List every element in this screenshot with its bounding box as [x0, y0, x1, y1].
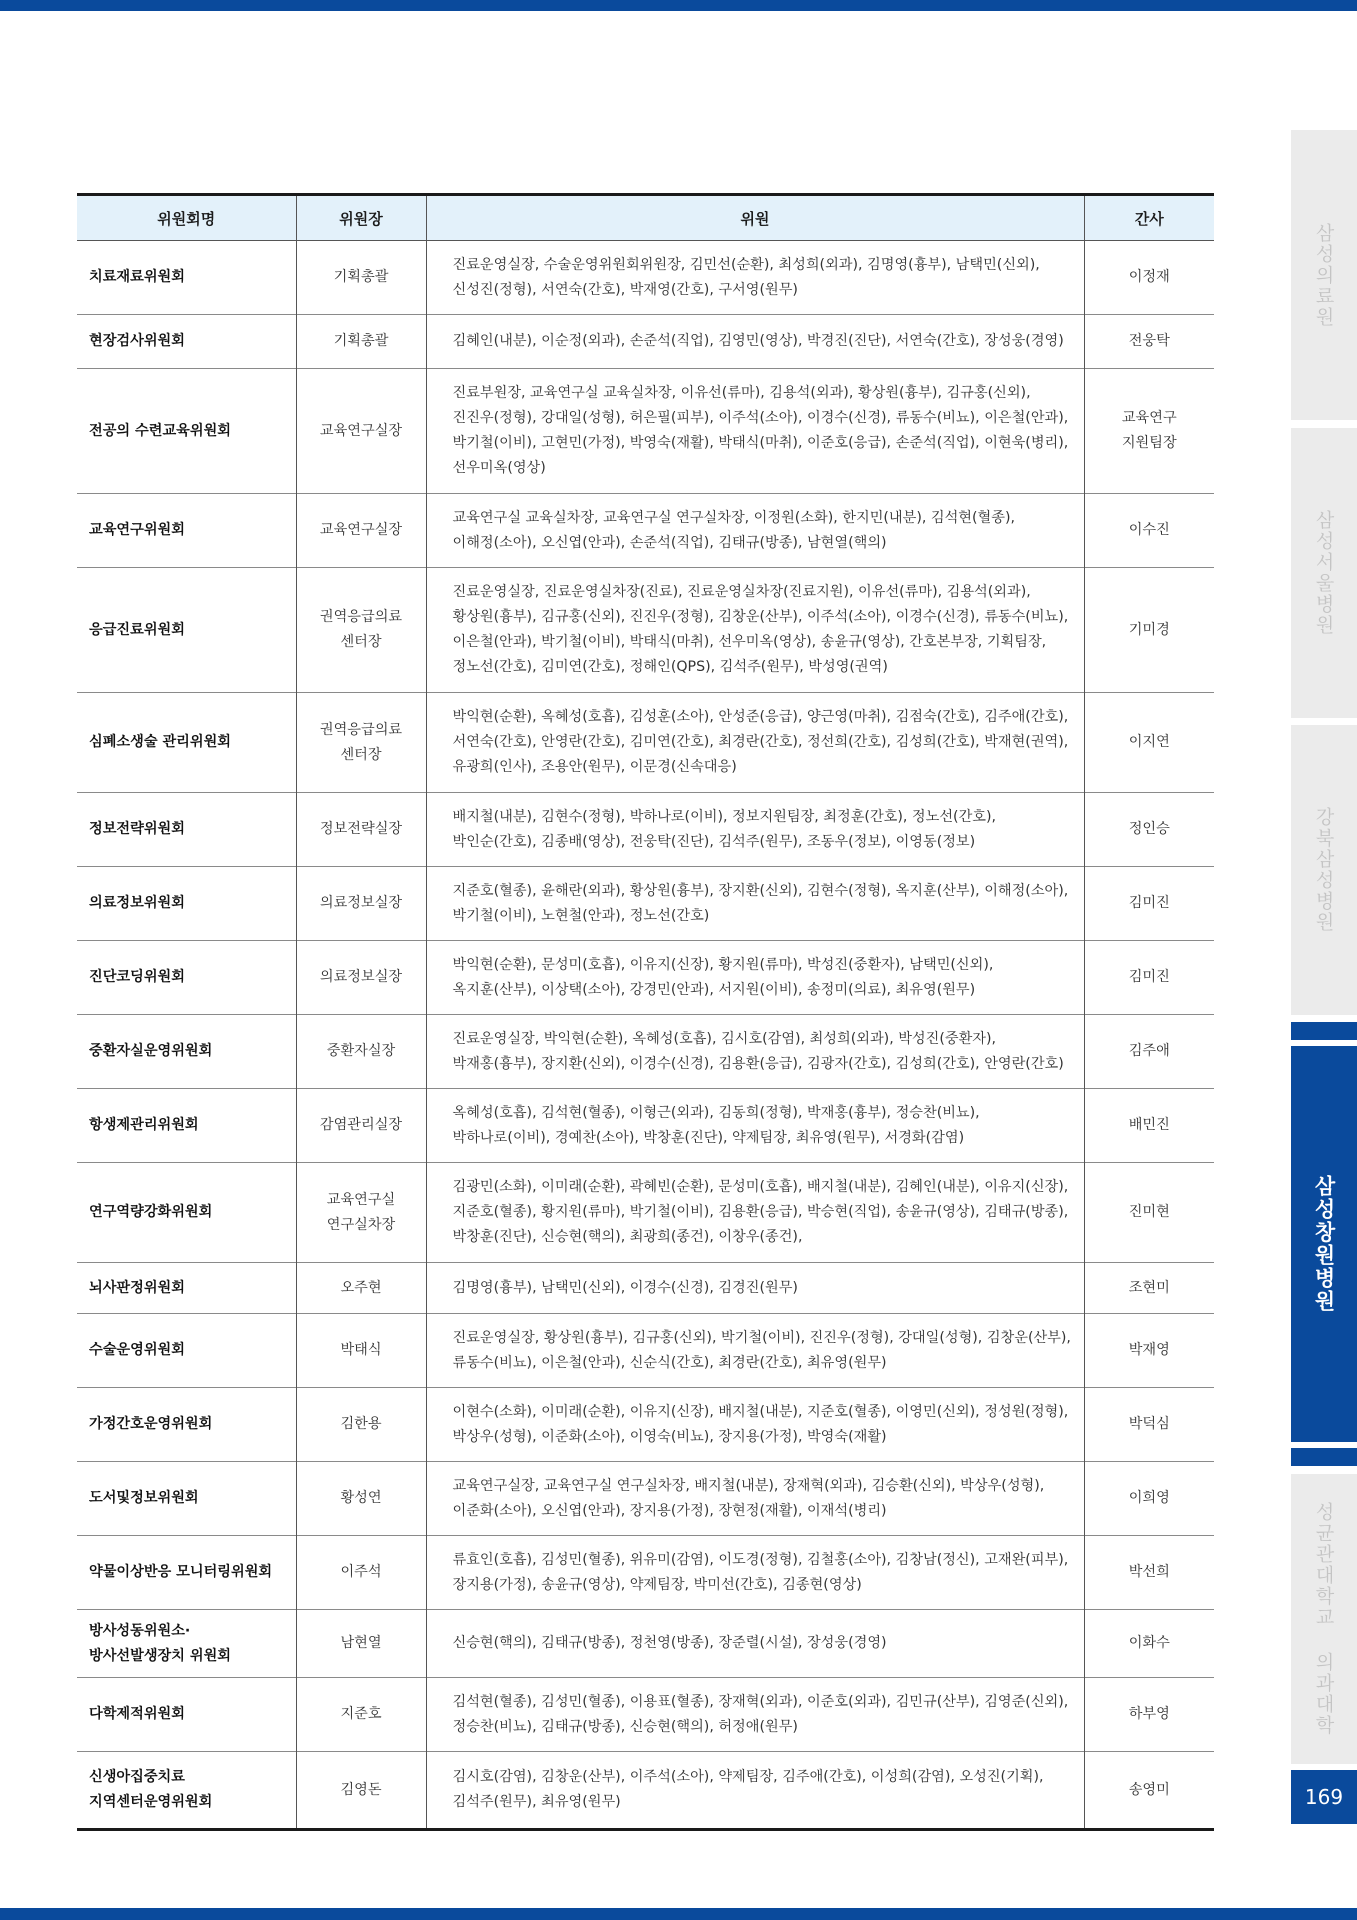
- table-row: [77, 867, 1214, 941]
- chair-cell: 교육연구실장: [296, 494, 426, 568]
- table-row: [77, 1462, 1214, 1536]
- committee-name-cell: 교육연구위원회: [77, 494, 296, 568]
- secretary-cell: 교육연구 지원팀장: [1084, 369, 1214, 494]
- secretary-cell: 이희영: [1084, 1462, 1214, 1536]
- chair-cell: 교육연구실장: [296, 369, 426, 494]
- table-row: [77, 1314, 1214, 1388]
- secretary-cell: 박선희: [1084, 1536, 1214, 1610]
- table-row: [77, 693, 1214, 793]
- header-chair: 위원장: [296, 195, 426, 241]
- table-row: [77, 1388, 1214, 1462]
- side-tab-label: 삼성서울병원: [1312, 510, 1335, 636]
- top-accent-bar: [0, 0, 1357, 11]
- chair-cell: 의료정보실장: [296, 941, 426, 1015]
- committee-name-cell: 약물이상반응 모니터링위원회: [77, 1536, 296, 1610]
- members-cell: 김시호(감염), 김창운(산부), 이주석(소아), 약제팀장, 김주애(간호), 이성희(감염), 오성진(기획), 김석주(원무), 최유영(원무): [426, 1752, 1084, 1830]
- chair-cell: 김영돈: [296, 1752, 426, 1830]
- active-tab-cap: [1291, 1448, 1357, 1466]
- chair-cell: 박태식: [296, 1314, 426, 1388]
- committee-name-cell: 연구역량강화위원회: [77, 1163, 296, 1263]
- members-cell: 박익현(순환), 문성미(호흡), 이유지(신장), 황지원(류마), 박성진(중환자), 남택민(신외), 옥지훈(산부), 이상택(소아), 강경민(안과), 서지원(이비), 송정미(의료), 최유영(원무): [426, 941, 1084, 1015]
- table-row: [77, 315, 1214, 369]
- members-cell: 진료운영실장, 진료운영실차장(진료), 진료운영실차장(진료지원), 이유선(류마), 김용석(외과), 황상원(흉부), 김규홍(신외), 진진우(정형), 김창운(산부), 이주석(소아), 이경수(신경), 류동수(비뇨), 이은철(안과), 박기철(이비), 박태식(마취), 선우미옥(영상), 송윤규(영상), 간호본부장, 기획팀장, 정노선(간호), 김미연(간호), 정해인(QPS), 김석주(원무), 박성영(권역): [426, 568, 1084, 693]
- members-cell: 진료운영실장, 수술운영위원회위원장, 김민선(순환), 최성희(외과), 김명영(흉부), 남택민(신외), 신성진(정형), 서연숙(간호), 박재영(간호), 구서영(원무): [426, 241, 1084, 315]
- committee-name-cell: 치료재료위원회: [77, 241, 296, 315]
- side-tab-label: 강북삼성병원: [1312, 807, 1335, 933]
- table-row: [77, 1263, 1214, 1314]
- table-row: [77, 1752, 1214, 1830]
- table-row: [77, 494, 1214, 568]
- committee-name-cell: 항생제관리위원회: [77, 1089, 296, 1163]
- members-cell: 교육연구실 교육실차장, 교육연구실 연구실차장, 이정원(소화), 한지민(내분), 김석현(혈종), 이해정(소아), 오신엽(안과), 손준석(직업), 김태규(방종), 남현열(핵의): [426, 494, 1084, 568]
- table-row: [77, 1678, 1214, 1752]
- active-tab-cap: [1291, 1022, 1357, 1040]
- members-cell: 류효인(호흡), 김성민(혈종), 위유미(감염), 이도경(정형), 김철홍(소아), 김창남(정신), 고재완(피부), 장지용(가정), 송윤규(영상), 약제팀장, 박미선(간호), 김종현(영상): [426, 1536, 1084, 1610]
- members-cell: 진료운영실장, 박익현(순환), 옥혜성(호흡), 김시호(감염), 최성희(외과), 박성진(중환자), 박재홍(흉부), 장지환(신외), 이경수(신경), 김용환(응급), 김광자(간호), 김성희(간호), 안영란(간호): [426, 1015, 1084, 1089]
- chair-cell: 권역응급의료 센터장: [296, 568, 426, 693]
- committee-name-cell: 가정간호운영위원회: [77, 1388, 296, 1462]
- table-row: [77, 1536, 1214, 1610]
- committee-name-cell: 전공의 수련교육위원회: [77, 369, 296, 494]
- secretary-cell: 진미현: [1084, 1163, 1214, 1263]
- chair-cell: 이주석: [296, 1536, 426, 1610]
- table-row: [77, 941, 1214, 1015]
- side-tab-label: 삼성창원병원: [1312, 1175, 1336, 1313]
- table-body: [77, 241, 1214, 1830]
- committee-name-cell: 의료정보위원회: [77, 867, 296, 941]
- table-row: [77, 568, 1214, 693]
- table-row: [77, 1610, 1214, 1678]
- secretary-cell: 전웅탁: [1084, 315, 1214, 369]
- committee-name-cell: 다학제적위원회: [77, 1678, 296, 1752]
- members-cell: 김석현(혈종), 김성민(혈종), 이용표(혈종), 장재혁(외과), 이준호(외과), 김민규(산부), 김영준(신외), 정승찬(비뇨), 김태규(방종), 신승현(핵의), 허정애(원무): [426, 1678, 1084, 1752]
- chair-cell: 권역응급의료 센터장: [296, 693, 426, 793]
- committee-name-cell: 심폐소생술 관리위원회: [77, 693, 296, 793]
- members-cell: 지준호(혈종), 윤해란(외과), 황상원(흉부), 장지환(신외), 김현수(정형), 옥지훈(산부), 이해정(소아), 박기철(이비), 노현철(안과), 정노선(간호): [426, 867, 1084, 941]
- secretary-cell: 이정재: [1084, 241, 1214, 315]
- table-row: [77, 1015, 1214, 1089]
- header-members: 위원: [426, 195, 1084, 241]
- table-row: [77, 369, 1214, 494]
- secretary-cell: 송영미: [1084, 1752, 1214, 1830]
- secretary-cell: 이화수: [1084, 1610, 1214, 1678]
- members-cell: 옥혜성(호흡), 김석현(혈종), 이형근(외과), 김동희(정형), 박재홍(흉부), 정승찬(비뇨), 박하나로(이비), 경예찬(소아), 박창훈(진단), 약제팀장, 최유영(원무), 서경화(감염): [426, 1089, 1084, 1163]
- secretary-cell: 배민진: [1084, 1089, 1214, 1163]
- chair-cell: 중환자실장: [296, 1015, 426, 1089]
- chair-cell: 교육연구실 연구실차장: [296, 1163, 426, 1263]
- committee-name-cell: 도서및정보위원회: [77, 1462, 296, 1536]
- chair-cell: 김한용: [296, 1388, 426, 1462]
- secretary-cell: 박덕심: [1084, 1388, 1214, 1462]
- chair-cell: 기획총괄: [296, 315, 426, 369]
- members-cell: 김혜인(내분), 이순정(외과), 손준석(직업), 김영민(영상), 박경진(진단), 서연숙(간호), 장성웅(경영): [426, 315, 1084, 369]
- side-tab-1[interactable]: [1291, 130, 1357, 420]
- members-cell: 진료부원장, 교육연구실 교육실차장, 이유선(류마), 김용석(외과), 황상원(흉부), 김규홍(신외), 진진우(정형), 강대일(성형), 허은필(피부), 이주석(소아), 이경수(신경), 류동수(비뇨), 이은철(안과), 박기철(이비), 고현민(가정), 박영숙(재활), 박태식(마취), 이준호(응급), 손준석(직업), 이현욱(병리), 선우미옥(영상): [426, 369, 1084, 494]
- side-tab-5[interactable]: [1291, 1474, 1357, 1764]
- side-tab-4[interactable]: [1291, 1046, 1357, 1442]
- table-header-row: [77, 195, 1214, 241]
- members-cell: 박익현(순환), 옥혜성(호흡), 김성훈(소아), 안성준(응급), 양근영(마취), 김점숙(간호), 김주애(간호), 서연숙(간호), 안영란(간호), 김미연(간호), 최경란(간호), 정선희(간호), 김성희(간호), 박재현(권역), 유광희(인사), 조용안(원무), 이문경(신속대응): [426, 693, 1084, 793]
- bottom-accent-bar: [0, 1908, 1357, 1920]
- chair-cell: 기획총괄: [296, 241, 426, 315]
- committee-name-cell: 진단코딩위원회: [77, 941, 296, 1015]
- members-cell: 김광민(소화), 이미래(순환), 곽혜빈(순환), 문성미(호흡), 배지철(내분), 김혜인(내분), 이유지(신장), 지준호(혈종), 황지원(류마), 박기철(이비), 김용환(응급), 박승현(직업), 송윤규(영상), 김태규(방종), 박창훈(진단), 신승현(핵의), 최광희(종건), 이창우(종건),: [426, 1163, 1084, 1263]
- secretary-cell: 이수진: [1084, 494, 1214, 568]
- table-row: [77, 241, 1214, 315]
- secretary-cell: 김주애: [1084, 1015, 1214, 1089]
- members-cell: 배지철(내분), 김현수(정형), 박하나로(이비), 정보지원팀장, 최정훈(간호), 정노선(간호), 박인순(간호), 김종배(영상), 전웅탁(진단), 김석주(원무), 조동우(정보), 이영동(정보): [426, 793, 1084, 867]
- committee-name-cell: 정보전략위원회: [77, 793, 296, 867]
- secretary-cell: 이지연: [1084, 693, 1214, 793]
- chair-cell: 오주현: [296, 1263, 426, 1314]
- secretary-cell: 기미경: [1084, 568, 1214, 693]
- table-row: [77, 1089, 1214, 1163]
- committee-name-cell: 방사성동위원소· 방사선발생장치 위원회: [77, 1610, 296, 1678]
- committee-table: [77, 193, 1214, 1831]
- committee-name-cell: 신생아집중치료 지역센터운영위원회: [77, 1752, 296, 1830]
- side-tab-label: 성균관대학교 의과대학: [1312, 1502, 1335, 1736]
- chair-cell: 지준호: [296, 1678, 426, 1752]
- side-tab-label: 삼성의료원: [1312, 222, 1335, 328]
- secretary-cell: 하부영: [1084, 1678, 1214, 1752]
- secretary-cell: 김미진: [1084, 941, 1214, 1015]
- table-row: [77, 1163, 1214, 1263]
- header-secretary: 간사: [1084, 195, 1214, 241]
- chair-cell: 황성연: [296, 1462, 426, 1536]
- members-cell: 교육연구실장, 교육연구실 연구실차장, 배지철(내분), 장재혁(외과), 김승환(신외), 박상우(성형), 이준화(소아), 오신엽(안과), 장지용(가정), 장현정(재활), 이재석(병리): [426, 1462, 1084, 1536]
- committee-table-container: [77, 193, 1214, 1831]
- committee-name-cell: 응급진료위원회: [77, 568, 296, 693]
- committee-name-cell: 수술운영위원회: [77, 1314, 296, 1388]
- header-committee-name: 위원회명: [77, 195, 296, 241]
- secretary-cell: 김미진: [1084, 867, 1214, 941]
- chair-cell: 남현열: [296, 1610, 426, 1678]
- members-cell: 이현수(소화), 이미래(순환), 이유지(신장), 배지철(내분), 지준호(혈종), 이영민(신외), 정성원(정형), 박상우(성형), 이준화(소아), 이영숙(비뇨), 장지용(가정), 박영숙(재활): [426, 1388, 1084, 1462]
- secretary-cell: 박재영: [1084, 1314, 1214, 1388]
- chair-cell: 의료정보실장: [296, 867, 426, 941]
- members-cell: 진료운영실장, 황상원(흉부), 김규홍(신외), 박기철(이비), 진진우(정형), 강대일(성형), 김창운(산부), 류동수(비뇨), 이은철(안과), 신순식(간호), 최경란(간호), 최유영(원무): [426, 1314, 1084, 1388]
- members-cell: 신승현(핵의), 김태규(방종), 정천영(방종), 장준렬(시설), 장성웅(경영): [426, 1610, 1084, 1678]
- secretary-cell: 조현미: [1084, 1263, 1214, 1314]
- committee-name-cell: 현장검사위원회: [77, 315, 296, 369]
- committee-name-cell: 중환자실운영위원회: [77, 1015, 296, 1089]
- table-row: [77, 793, 1214, 867]
- side-tab-3[interactable]: [1291, 725, 1357, 1015]
- secretary-cell: 정인승: [1084, 793, 1214, 867]
- members-cell: 김명영(흉부), 남택민(신외), 이경수(신경), 김경진(원무): [426, 1263, 1084, 1314]
- side-tab-2[interactable]: [1291, 428, 1357, 718]
- chair-cell: 감염관리실장: [296, 1089, 426, 1163]
- chair-cell: 정보전략실장: [296, 793, 426, 867]
- committee-name-cell: 뇌사판정위원회: [77, 1263, 296, 1314]
- page-number: 169: [1291, 1770, 1357, 1824]
